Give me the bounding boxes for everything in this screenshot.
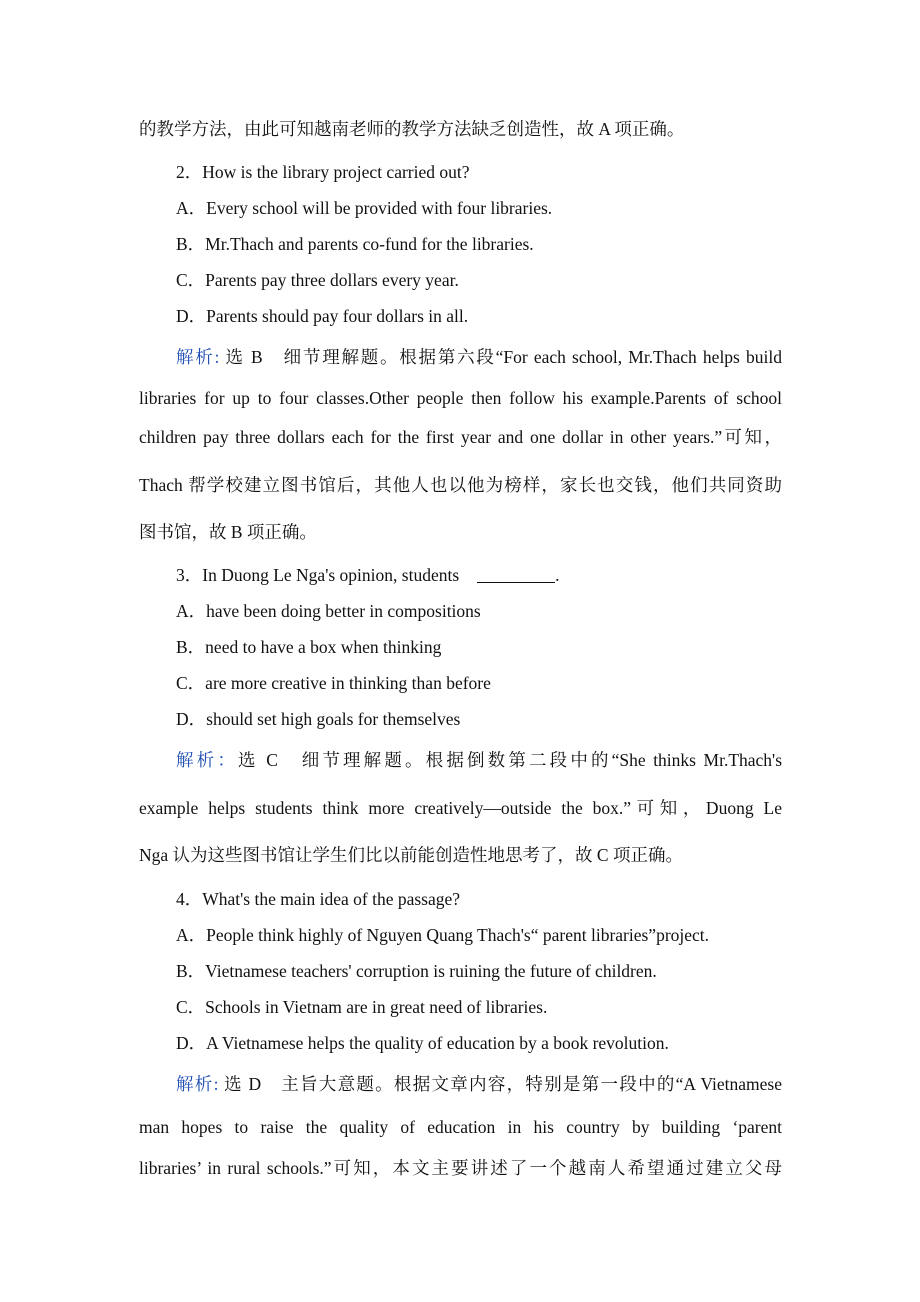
question-3-explanation-line: example helps students think more creatively—outside the box.”可知，Duong Le — [139, 798, 782, 818]
question-3-option-d: D．should set high goals for themselves — [176, 709, 461, 729]
question-2-explanation-line — [176, 345, 782, 369]
explanation-text: 选 D 主旨大意题。根据文章内容，特别是第一段中的“A Vietnamese — [218, 1074, 782, 1094]
question-4-option-a: A．People think highly of Nguyen Quang Thach's“ parent libraries”project. — [176, 925, 710, 945]
question-2-option-d: D．Parents should pay four dollars in all. — [176, 306, 469, 326]
question-3-stem-text: 3．In Duong Le Nga's opinion, students — [176, 565, 460, 585]
explanation-text: 选 B 细节理解题。根据第六段“For each school, Mr.Thach helps build — [219, 347, 782, 367]
answer-blank — [477, 566, 555, 583]
question-3-stem-period: . — [555, 565, 560, 585]
question-4-option-d: D．A Vietnamese helps the quality of education by a book revolution. — [176, 1033, 669, 1053]
question-2-explanation-line: Thach 帮学校建立图书馆后，其他人也以他为榜样，家长也交钱，他们共同资助 — [139, 475, 782, 495]
question-4-stem: 4．What's the main idea of the passage? — [176, 889, 461, 909]
explanation-text: 选 C 细节理解题。根据倒数第二段中的“She thinks Mr.Thach's — [238, 750, 783, 770]
text-line: 的教学方法，由此可知越南老师的教学方法缺乏创造性，故 A 项正确。 — [139, 119, 685, 139]
question-3-option-c: C．are more creative in thinking than before — [176, 673, 491, 693]
question-3-stem — [176, 563, 782, 587]
question-3-option-a: A．have been doing better in compositions — [176, 601, 481, 621]
explanation-label: 解析: — [176, 1074, 219, 1094]
question-2-stem: 2．How is the library project carried out? — [176, 162, 470, 182]
question-4-explanation-line: man hopes to raise the quality of education in his country by building ‘parent — [139, 1117, 782, 1137]
explanation-label: 解析: — [176, 347, 220, 367]
question-4-explanation-line — [176, 1072, 782, 1096]
question-4-explanation-line: libraries’ in rural schools.”可知，本文主要讲述了一个越南人希望通过建立父母 — [139, 1158, 782, 1178]
explanation-label: 解析： — [176, 750, 238, 770]
question-2-explanation-line: children pay three dollars each for the first year and one dollar in other years.”可知， — [139, 427, 782, 447]
question-4-option-b: B．Vietnamese teachers' corruption is ruining the future of children. — [176, 961, 657, 981]
question-3-explanation-line: Nga 认为这些图书馆让学生们比以前能创造性地思考了，故 C 项正确。 — [139, 845, 683, 865]
question-2-explanation-line: 图书馆，故 B 项正确。 — [139, 522, 317, 542]
question-3-option-b: B．need to have a box when thinking — [176, 637, 442, 657]
question-2-option-b: B．Mr.Thach and parents co-fund for the libraries. — [176, 234, 534, 254]
question-4-option-c: C．Schools in Vietnam are in great need of libraries. — [176, 997, 548, 1017]
question-3-explanation-line — [176, 748, 782, 772]
question-2-option-c: C．Parents pay three dollars every year. — [176, 270, 459, 290]
question-2-option-a: A．Every school will be provided with four libraries. — [176, 198, 553, 218]
question-2-explanation-line: libraries for up to four classes.Other people then follow his example.Parents of school — [139, 388, 782, 408]
